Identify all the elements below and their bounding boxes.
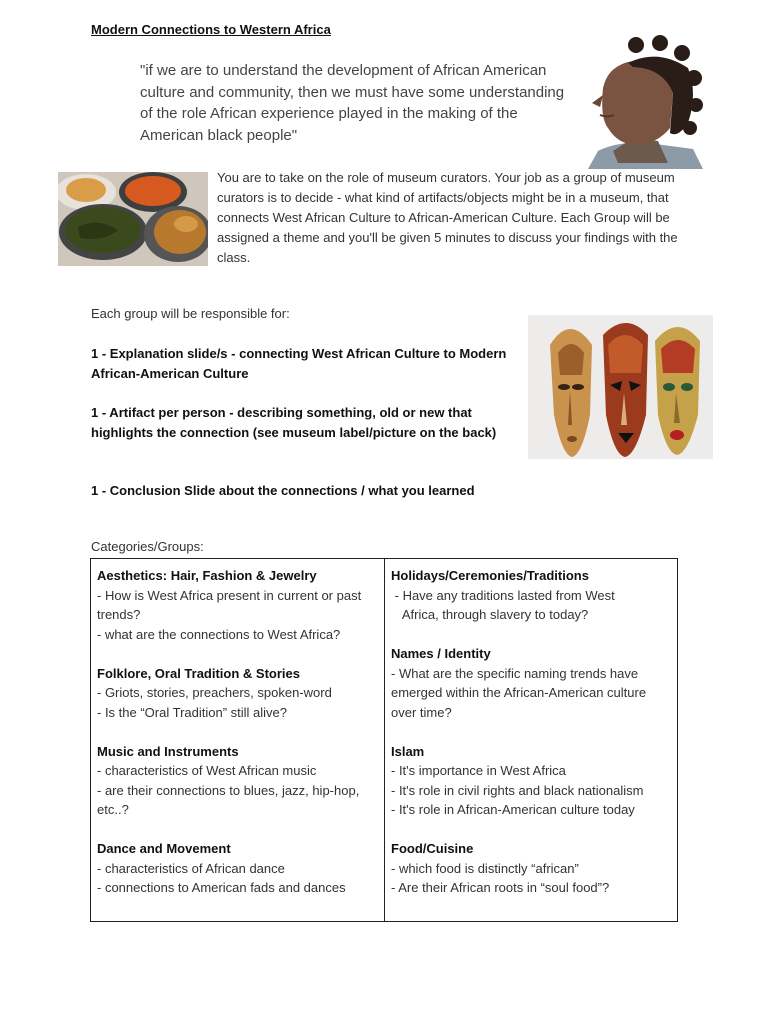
category-question: - It's role in African-American culture today bbox=[391, 802, 635, 817]
category-question: - characteristics of African dance bbox=[97, 860, 285, 876]
african-masks-image bbox=[528, 315, 713, 459]
category-title: Food/Cuisine bbox=[391, 841, 474, 856]
category-question: - are their connections to blues, jazz, hip-hop, etc..? bbox=[97, 782, 363, 817]
responsibility-item: 1 - Conclusion Slide about the connections / what you learned bbox=[91, 483, 475, 498]
category-question: - which food is distinctly “african” bbox=[391, 860, 579, 876]
portrait-image bbox=[578, 33, 703, 169]
responsibility-item: 1 - Explanation slide/s - connecting West African Culture to Modern African-American Culture bbox=[91, 346, 507, 381]
category-block bbox=[97, 742, 378, 820]
category-block bbox=[391, 742, 671, 820]
category-block bbox=[391, 839, 671, 898]
category-title: Islam bbox=[391, 743, 425, 759]
category-title: Dance and Movement bbox=[97, 841, 231, 856]
soul-food-image bbox=[58, 172, 208, 266]
category-title: Folklore, Oral Tradition & Stories bbox=[97, 665, 300, 681]
category-title: Names / Identity bbox=[391, 646, 491, 661]
category-question: - Griots, stories, preachers, spoken-word bbox=[97, 685, 332, 700]
category-question: - characteristics of West African music bbox=[97, 763, 317, 778]
responsibilities-intro: Each group will be responsible for: bbox=[91, 306, 290, 321]
category-question: - It's role in civil rights and black nationalism bbox=[391, 782, 644, 798]
responsibility-item: 1 - Artifact per person - describing something, old or new that highlights the connection (see museum label/picture on the back) bbox=[91, 405, 497, 440]
category-question: - Have any traditions lasted from West Africa, through slavery to today? bbox=[394, 587, 615, 622]
categories-label: Categories/Groups: bbox=[91, 539, 204, 554]
category-block bbox=[97, 664, 378, 723]
category-question: - Is the “Oral Tradition” still alive? bbox=[97, 704, 288, 720]
category-title: Music and Instruments bbox=[97, 743, 239, 759]
category-question: - connections to American fads and dances bbox=[97, 880, 346, 895]
category-block bbox=[97, 839, 378, 898]
category-question: - what are the connections to West Africa? bbox=[97, 626, 341, 642]
categories-table bbox=[90, 558, 678, 922]
category-question: - It's importance in West Africa bbox=[391, 763, 566, 778]
category-question: - How is West Africa present in current or past trends? bbox=[97, 587, 365, 622]
category-question: - Are their African roots in “soul food”? bbox=[391, 880, 610, 895]
quote-text: "if we are to understand the development of African American culture and community, then we must have some understanding of the role African experience played in the making of the American black people" bbox=[140, 62, 565, 144]
page-title: Modern Connections to Western Africa bbox=[91, 22, 331, 37]
category-title: Aesthetics: Hair, Fashion & Jewelry bbox=[97, 568, 317, 583]
category-block bbox=[391, 566, 671, 625]
category-block bbox=[391, 644, 671, 722]
categories-right-column bbox=[385, 559, 677, 921]
category-block bbox=[97, 566, 378, 644]
category-title: Holidays/Ceremonies/Traditions bbox=[391, 568, 589, 583]
categories-left-column bbox=[91, 559, 385, 921]
intro-paragraph: You are to take on the role of museum curators. Your job as a group of museum curators is to decide - what kind of artifacts/objects might be in a museum, that connects West African Culture to African-American Culture. Each Group will be assigned a theme and you'll be given 5 minutes to discuss your findings with the class. bbox=[217, 170, 678, 265]
category-question: - What are the specific naming trends have emerged within the African-American culture over time? bbox=[391, 665, 650, 720]
